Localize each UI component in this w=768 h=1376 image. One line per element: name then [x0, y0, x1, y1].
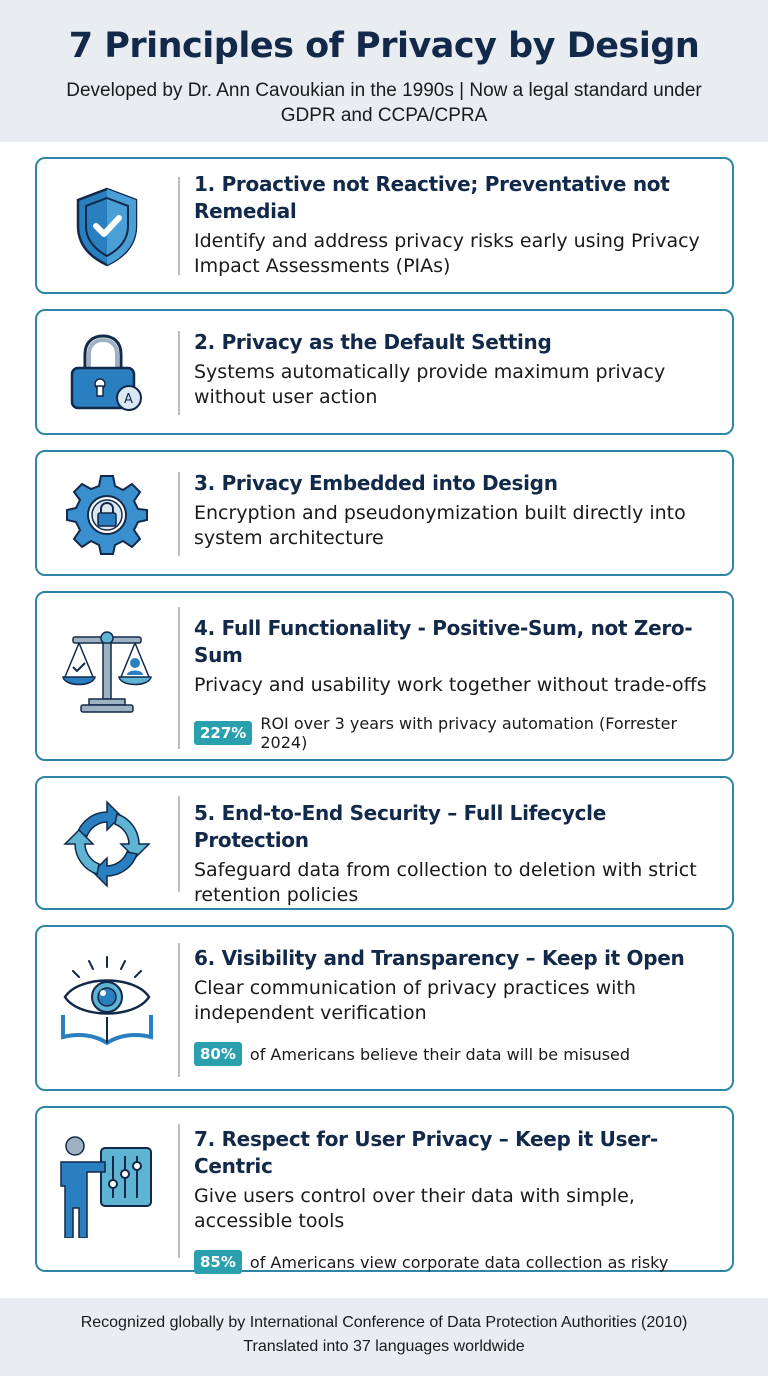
- principle-description: Give users control over their data with simple, accessible tools: [194, 1185, 635, 1232]
- principle-description: Clear communication of privacy practices with independent verification: [194, 977, 636, 1024]
- stat-row: [194, 1042, 722, 1066]
- principle-card-3: [35, 450, 734, 576]
- gear-lock-icon: [57, 466, 157, 562]
- principle-card-5: [35, 776, 734, 910]
- page-subtitle: Developed by Dr. Ann Cavoukian in the 1990s | Now a legal standard under GDPR and CCPA/CPRA: [66, 80, 702, 126]
- principle-title: 6. Visibility and Transparency – Keep it Open: [194, 946, 685, 970]
- stat-text: of Americans view corporate data collection as risky: [249, 1252, 669, 1272]
- principle-title: 1. Proactive not Reactive; Preventative not Remedial: [194, 172, 670, 223]
- principle-title: 2. Privacy as the Default Setting: [194, 330, 552, 354]
- card-divider: [178, 331, 180, 415]
- principle-title: 5. End-to-End Security – Full Lifecycle Protection: [194, 801, 606, 852]
- principle-description: Identify and address privacy risks early using Privacy Impact Assessments (PIAs): [194, 230, 700, 277]
- footer-band: [0, 1298, 768, 1376]
- principle-card-7: [35, 1106, 734, 1272]
- footer-translation: Translated into 37 languages worldwide: [243, 1338, 525, 1355]
- stat-row: [194, 1250, 722, 1274]
- shield-check-icon: [57, 179, 157, 275]
- card-divider: [178, 1124, 180, 1258]
- principle-description: Systems automatically provide maximum privacy without user action: [194, 361, 666, 408]
- principle-card-1: [35, 157, 734, 294]
- header-band: [0, 0, 768, 142]
- card-divider: [178, 943, 180, 1077]
- principle-title: 3. Privacy Embedded into Design: [194, 471, 558, 495]
- principle-card-2: [35, 309, 734, 435]
- svg-text:A: A: [124, 392, 133, 407]
- principle-description: Safeguard data from collection to deletion with strict retention policies: [194, 859, 697, 906]
- stat-text: ROI over 3 years with privacy automation (Forrester 2024): [260, 714, 678, 752]
- stat-row: [194, 714, 722, 752]
- stat-badge: 85%: [194, 1250, 242, 1274]
- card-divider: [178, 177, 180, 275]
- stat-text: of Americans believe their data will be misused: [249, 1044, 631, 1064]
- principle-title: 4. Full Functionality - Positive-Sum, not Zero-Sum: [194, 616, 693, 667]
- footer-recognition: Recognized globally by International Conference of Data Protection Authorities (2010): [80, 1314, 688, 1331]
- balance-scale-icon: [57, 621, 157, 721]
- eye-book-icon: [57, 951, 157, 1051]
- principle-title: 7. Respect for User Privacy – Keep it User-Centric: [194, 1127, 659, 1178]
- card-divider: [178, 607, 180, 749]
- principle-description: Encryption and pseudonymization built directly into system architecture: [194, 502, 686, 549]
- user-controls-icon: [57, 1132, 157, 1240]
- stat-badge: 227%: [194, 721, 252, 745]
- page-title: 7 Principles of Privacy by Design: [68, 26, 700, 66]
- principle-card-6: [35, 925, 734, 1091]
- card-divider: [178, 796, 180, 892]
- stat-badge: 80%: [194, 1042, 242, 1066]
- card-divider: [178, 472, 180, 556]
- principle-description: Privacy and usability work together without trade-offs: [194, 674, 707, 696]
- cycle-arrows-icon: [57, 794, 157, 894]
- principle-card-4: [35, 591, 734, 761]
- padlock-auto-icon: [57, 325, 157, 421]
